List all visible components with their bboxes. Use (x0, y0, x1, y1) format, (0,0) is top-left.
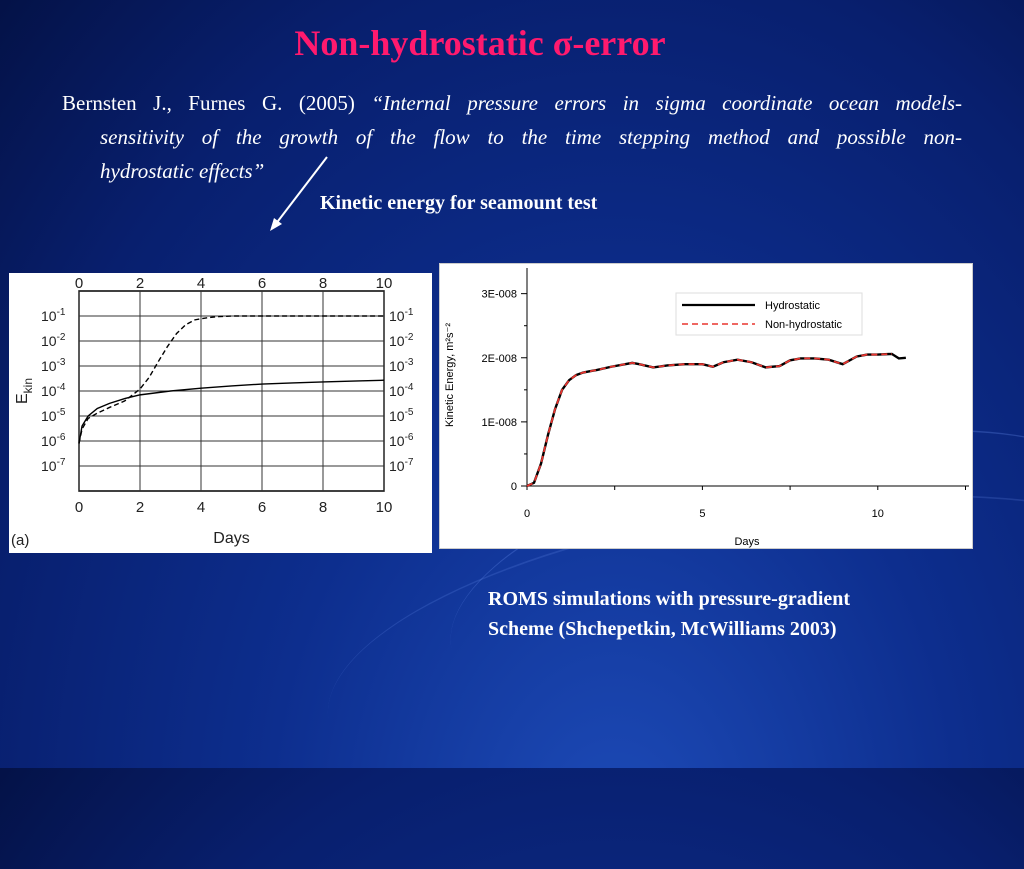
y-tick-label-right: $10^{-2}$ (389, 332, 414, 349)
citation-quote-line-3: hydrostatic effects” (100, 159, 265, 183)
y-tick-label: 3E-008 (481, 288, 517, 301)
kinetic-energy-caption: Kinetic energy for seamount test (320, 192, 598, 214)
slide-title: Non-hydrostatic σ-error (294, 23, 666, 63)
x-tick-label-top: 10 (375, 275, 393, 292)
x-tick-label-bottom: 10 (375, 499, 393, 516)
x-tick-label-top: 8 (318, 275, 328, 292)
y-tick-label-left: $10^{-6}$ (41, 432, 66, 449)
y-tick-label: 1E-008 (481, 416, 517, 429)
y-tick-label-left: $10^{-7}$ (41, 457, 66, 474)
x-axis-label: Days (213, 530, 250, 547)
y-tick-label-right: $10^{-3}$ (389, 357, 414, 374)
citation-quote-line-2: sensitivity of the growth of the flow to the time stepping method and possible non- (100, 125, 962, 149)
citation-line-1 (62, 86, 962, 120)
y-tick-label-right: $10^{-7}$ (389, 457, 414, 474)
x-tick-label-bottom: 8 (318, 499, 328, 516)
y-tick-label-right: $10^{-5}$ (389, 407, 414, 424)
x-tick-label: 10 (871, 508, 884, 520)
x-tick-label-top: 2 (135, 275, 145, 292)
series-line-non-hydrostatic (527, 354, 892, 486)
series-line-hydrostatic (527, 354, 906, 486)
series-line-2 (79, 380, 384, 443)
panel-label: (a) (11, 532, 30, 549)
roms-energy-chart (439, 263, 973, 549)
legend-label: Hydrostatic (765, 300, 821, 312)
y-tick-label-left: $10^{-1}$ (41, 307, 66, 324)
y-tick-label-left: $10^{-3}$ (41, 357, 66, 374)
x-tick-label-bottom: 6 (257, 499, 267, 516)
y-axis-label: Kinetic Energy, m²s⁻² (444, 322, 456, 428)
roms-caption-line-2: Scheme (Shchepetkin, McWilliams 2003) (488, 618, 837, 640)
log-energy-chart-panel (9, 273, 432, 553)
legend (676, 293, 862, 335)
y-tick-label: 2E-008 (481, 352, 517, 365)
x-tick-label-top: 0 (74, 275, 84, 292)
x-axis-label: Days (734, 536, 760, 548)
citation-authors: Bernsten J., Furnes G. (2005) (62, 91, 355, 115)
roms-energy-chart-panel (439, 263, 973, 549)
citation-quote-line-1: “Internal pressure errors in sigma coordinate ocean models- (371, 91, 963, 115)
series-line-1 (79, 316, 384, 443)
y-tick-label-right: $10^{-6}$ (389, 432, 414, 449)
y-tick-label: 0 (510, 481, 517, 493)
x-tick-label-bottom: 0 (74, 499, 84, 516)
citation-block (62, 86, 962, 188)
x-tick-label: 0 (523, 508, 531, 520)
y-tick-label-right: $10^{-4}$ (389, 382, 414, 399)
y-tick-label-left: $10^{-2}$ (41, 332, 66, 349)
x-tick-label-top: 6 (257, 275, 267, 292)
x-tick-label-bottom: 4 (196, 499, 206, 516)
x-tick-label: 5 (699, 508, 706, 520)
legend-label: Non-hydrostatic (765, 319, 843, 331)
roms-caption (488, 584, 850, 644)
y-axis-label: $E_{kin}$ (14, 377, 35, 405)
y-tick-label-left: $10^{-5}$ (41, 407, 66, 424)
x-tick-label-bottom: 2 (135, 499, 145, 516)
roms-caption-line-1: ROMS simulations with pressure-gradient (488, 588, 851, 610)
y-tick-label-right: $10^{-1}$ (389, 307, 414, 324)
log-energy-chart (9, 273, 432, 553)
y-tick-label-left: $10^{-4}$ (41, 382, 66, 399)
x-tick-label-top: 4 (196, 275, 206, 292)
